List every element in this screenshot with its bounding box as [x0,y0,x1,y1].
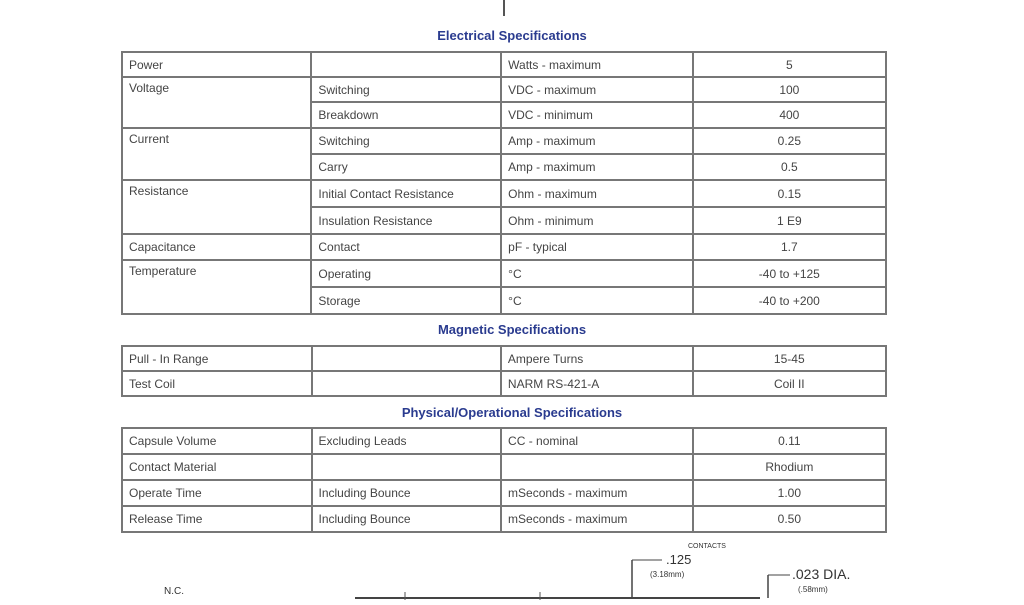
condition-cell [312,454,502,480]
param-cell: Resistance [122,180,311,234]
param-cell: Contact Material [122,454,312,480]
condition-cell: Carry [311,154,501,180]
unit-cell: Ohm - maximum [501,180,693,207]
unit-cell: Amp - maximum [501,128,693,154]
condition-cell: Operating [311,260,501,287]
value-cell: 0.15 [693,180,886,207]
value-cell: 1.7 [693,234,886,260]
table-row [122,234,886,260]
condition-cell: Including Bounce [312,480,502,506]
unit-cell: Ampere Turns [501,346,693,371]
value-cell: 400 [693,102,886,128]
param-cell: Current [122,128,311,180]
param-cell: Release Time [122,506,312,532]
unit-cell: VDC - minimum [501,102,693,128]
unit-cell: NARM RS-421-A [501,371,693,396]
value-cell: 100 [693,77,886,102]
table-row [122,346,886,371]
table-row [122,371,886,396]
table-row [122,454,886,480]
param-cell: Power [122,52,311,77]
drawing-leader-line [503,0,505,16]
value-cell: 0.5 [693,154,886,180]
condition-cell: Excluding Leads [312,428,502,454]
physical-section-title: Physical/Operational Specifications [401,405,623,420]
condition-cell [312,371,501,396]
condition-cell: Switching [311,128,501,154]
param-cell: Pull - In Range [122,346,312,371]
value-cell: 0.11 [693,428,886,454]
table-row [122,506,886,532]
magnetic-section-title: Magnetic Specifications [437,322,587,337]
condition-cell: Including Bounce [312,506,502,532]
condition-cell [311,52,501,77]
condition-cell: Switching [311,77,501,102]
param-cell: Capacitance [122,234,311,260]
param-cell: Temperature [122,260,311,314]
condition-cell: Initial Contact Resistance [311,180,501,207]
unit-cell: mSeconds - maximum [501,506,693,532]
dimension-drawing [0,540,1024,600]
unit-cell [501,454,693,480]
lead-diameter-mm: (.58mm) [798,585,828,594]
unit-cell: pF - typical [501,234,693,260]
drawing-lines [0,540,1024,600]
contacts-label: CONTACTS [688,543,726,550]
electrical-spec-table [121,51,887,315]
condition-cell: Contact [311,234,501,260]
table-row [122,128,886,154]
param-cell: Capsule Volume [122,428,312,454]
value-cell: Coil II [693,371,886,396]
table-row [122,260,886,287]
value-cell: 0.25 [693,128,886,154]
unit-cell: mSeconds - maximum [501,480,693,506]
value-cell: 15-45 [693,346,886,371]
condition-cell: Breakdown [311,102,501,128]
magnetic-spec-table [121,345,887,397]
unit-cell: Watts - maximum [501,52,693,77]
table-row [122,77,886,102]
value-cell: 1 E9 [693,207,886,234]
unit-cell: °C [501,287,693,314]
value-cell: -40 to +125 [693,260,886,287]
value-cell: Rhodium [693,454,886,480]
unit-cell: Ohm - minimum [501,207,693,234]
condition-cell [312,346,501,371]
gap-dimension-value: .125 [666,552,692,567]
param-cell: Operate Time [122,480,312,506]
value-cell: 5 [693,52,886,77]
electrical-section-title: Electrical Specifications [437,28,587,43]
table-row [122,428,886,454]
table-row [122,180,886,207]
unit-cell: VDC - maximum [501,77,693,102]
value-cell: -40 to +200 [693,287,886,314]
param-cell: Test Coil [122,371,312,396]
condition-cell: Storage [311,287,501,314]
table-row [122,52,886,77]
table-row [122,480,886,506]
lead-diameter-value: .023 DIA. [792,566,851,582]
physical-spec-table [121,427,887,533]
unit-cell: Amp - maximum [501,154,693,180]
unit-cell: °C [501,260,693,287]
value-cell: 0.50 [693,506,886,532]
nc-label: N.C. [164,586,184,597]
value-cell: 1.00 [693,480,886,506]
gap-dimension-mm: (3.18mm) [650,570,685,579]
unit-cell: CC - nominal [501,428,693,454]
param-cell: Voltage [122,77,311,128]
condition-cell: Insulation Resistance [311,207,501,234]
